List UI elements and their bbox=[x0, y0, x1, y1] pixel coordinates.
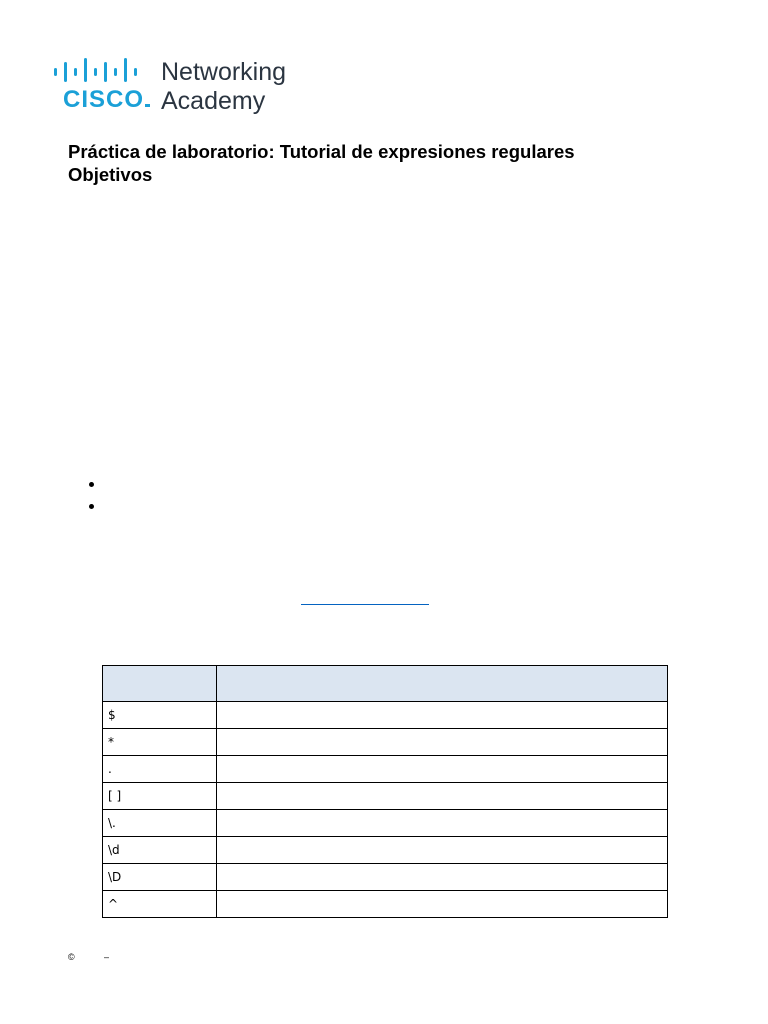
objectives-list bbox=[89, 472, 94, 516]
table-row bbox=[103, 783, 668, 810]
table-row bbox=[103, 864, 668, 891]
regex-description-cell bbox=[217, 783, 668, 810]
regex-description-cell bbox=[217, 702, 668, 729]
page-footer bbox=[68, 952, 128, 966]
regex-description-cell bbox=[217, 864, 668, 891]
regex-symbol-cell: ^ bbox=[103, 891, 217, 918]
regex-description-cell bbox=[217, 837, 668, 864]
hyperlink-underline[interactable] bbox=[301, 604, 429, 605]
table-row bbox=[103, 702, 668, 729]
list-item bbox=[89, 494, 94, 516]
bullet-icon bbox=[89, 482, 94, 487]
regex-description-cell bbox=[217, 756, 668, 783]
regex-symbol-cell: * bbox=[103, 729, 217, 756]
footer-dash: – bbox=[104, 952, 110, 962]
list-item bbox=[89, 472, 94, 494]
table-header-cell bbox=[103, 666, 217, 702]
cisco-bridge-logo-icon bbox=[53, 58, 149, 82]
logo-line-networking: Networking bbox=[161, 58, 287, 86]
table-header-row bbox=[103, 666, 668, 702]
regex-table bbox=[102, 665, 668, 918]
section-heading-objetivos: Objetivos bbox=[68, 164, 153, 185]
document-title: Práctica de laboratorio: Tutorial de expresiones regulares bbox=[68, 141, 575, 162]
regex-description-cell bbox=[217, 729, 668, 756]
table-row bbox=[103, 756, 668, 783]
table-row bbox=[103, 891, 668, 918]
regex-description-cell bbox=[217, 810, 668, 837]
table-row bbox=[103, 729, 668, 756]
regex-symbol-cell: $ bbox=[103, 702, 217, 729]
networking-academy-wordmark bbox=[161, 58, 286, 116]
cisco-wordmark: CISCO bbox=[63, 88, 150, 112]
regex-description-cell bbox=[217, 891, 668, 918]
table-row bbox=[103, 810, 668, 837]
regex-symbol-cell: \. bbox=[103, 810, 217, 837]
regex-symbol-cell: [ ] bbox=[103, 783, 217, 810]
logo-line-academy: Academy bbox=[161, 87, 266, 115]
regex-symbol-cell: \d bbox=[103, 837, 217, 864]
regex-symbol-cell: . bbox=[103, 756, 217, 783]
cisco-networking-academy-logo bbox=[53, 58, 303, 116]
table-header-cell bbox=[217, 666, 668, 702]
copyright-symbol: © bbox=[68, 952, 75, 962]
bullet-icon bbox=[89, 504, 94, 509]
regex-symbol-cell: \D bbox=[103, 864, 217, 891]
table-row bbox=[103, 837, 668, 864]
